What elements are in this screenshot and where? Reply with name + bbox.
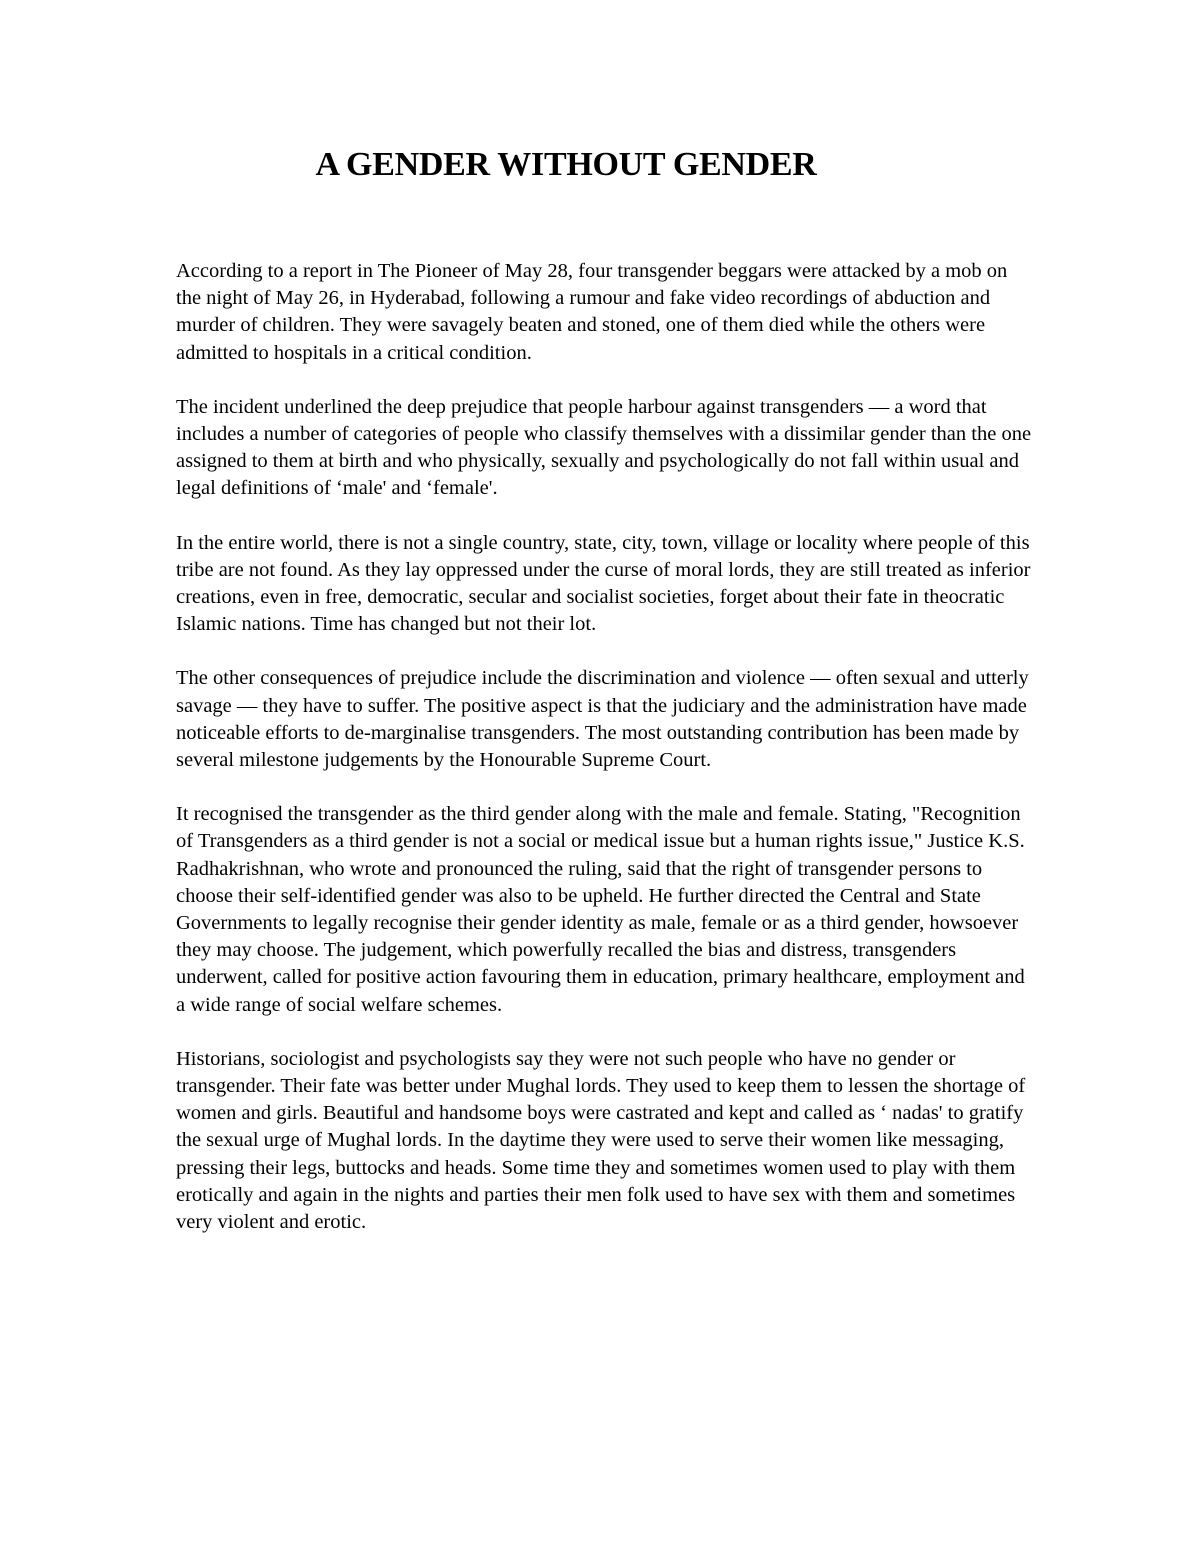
paragraph-6: Historians, sociologist and psychologists say they were not such people who have no gender or transgender. Their fate was better under Mughal lords. They used to keep them to lessen the shortage of women and girls. Beautiful and handsome boys were castrated and kept and called as ‘ nadas' to gratify the sexual urge of Mughal lords. In the daytime they were used to serve their women like messaging, pressing their legs, buttocks and heads. Some time they and sometimes women used to play with them erotically and again in the nights and parties their men folk used to have sex with them and sometimes very violent and erotic.: [176, 1047, 1026, 1234]
paragraph-4: The other consequences of prejudice include the discrimination and violence — often sexual and utterly savage — they have to suffer. The positive aspect is that the judiciary and the administration have made noticeable efforts to de-marginalise transgenders. The most outstanding contribution has been made by several milestone judgements by the Honourable Supreme Court.: [176, 667, 1029, 772]
paragraph-3: In the entire world, there is not a single country, state, city, town, village or locality where people of this tribe are not found. As they lay oppressed under the curse of moral lords, they are still treated as inferior creations, even in free, democratic, secular and socialist societies, forget about their fate in theocratic Islamic nations. Time has changed but not their lot.: [176, 531, 1031, 636]
document-body: [176, 258, 1036, 1263]
paragraph-5: It recognised the transgender as the third gender along with the male and female. Stating, "Recognition of Transgenders as a third gender is not a social or medical issue but a human rights issue," Justice K.S. Radhakrishnan, who wrote and pronounced the ruling, said that the right of transgender persons to choose their self-identified gender was also to be upheld. He further directed the Central and State Governments to legally recognise their gender identity as male, female or as a third gender, howsoever they may choose. The judgement, which powerfully recalled the bias and distress, transgenders underwent, called for positive action favouring them in education, primary healthcare, employment and a wide range of social welfare schemes.: [176, 803, 1025, 1016]
paragraph-1: According to a report in The Pioneer of May 28, four transgender beggars were attacked by a mob on the night of May 26, in Hyderabad, following a rumour and fake video recordings of abduction and murder of children. They were savagely beaten and stoned, one of them died while the others were admitted to hospitals in a critical condition.: [176, 260, 1008, 364]
document-title: A GENDER WITHOUT GENDER: [315, 146, 817, 183]
paragraph-2: The incident underlined the deep prejudice that people harbour against transgenders — a word that includes a number of categories of people who classify themselves with a dissimilar gender than the one assigned to them at birth and who physically, sexually and psychologically do not fall within usual and legal definitions of ‘male' and ‘female'.: [176, 395, 1032, 500]
